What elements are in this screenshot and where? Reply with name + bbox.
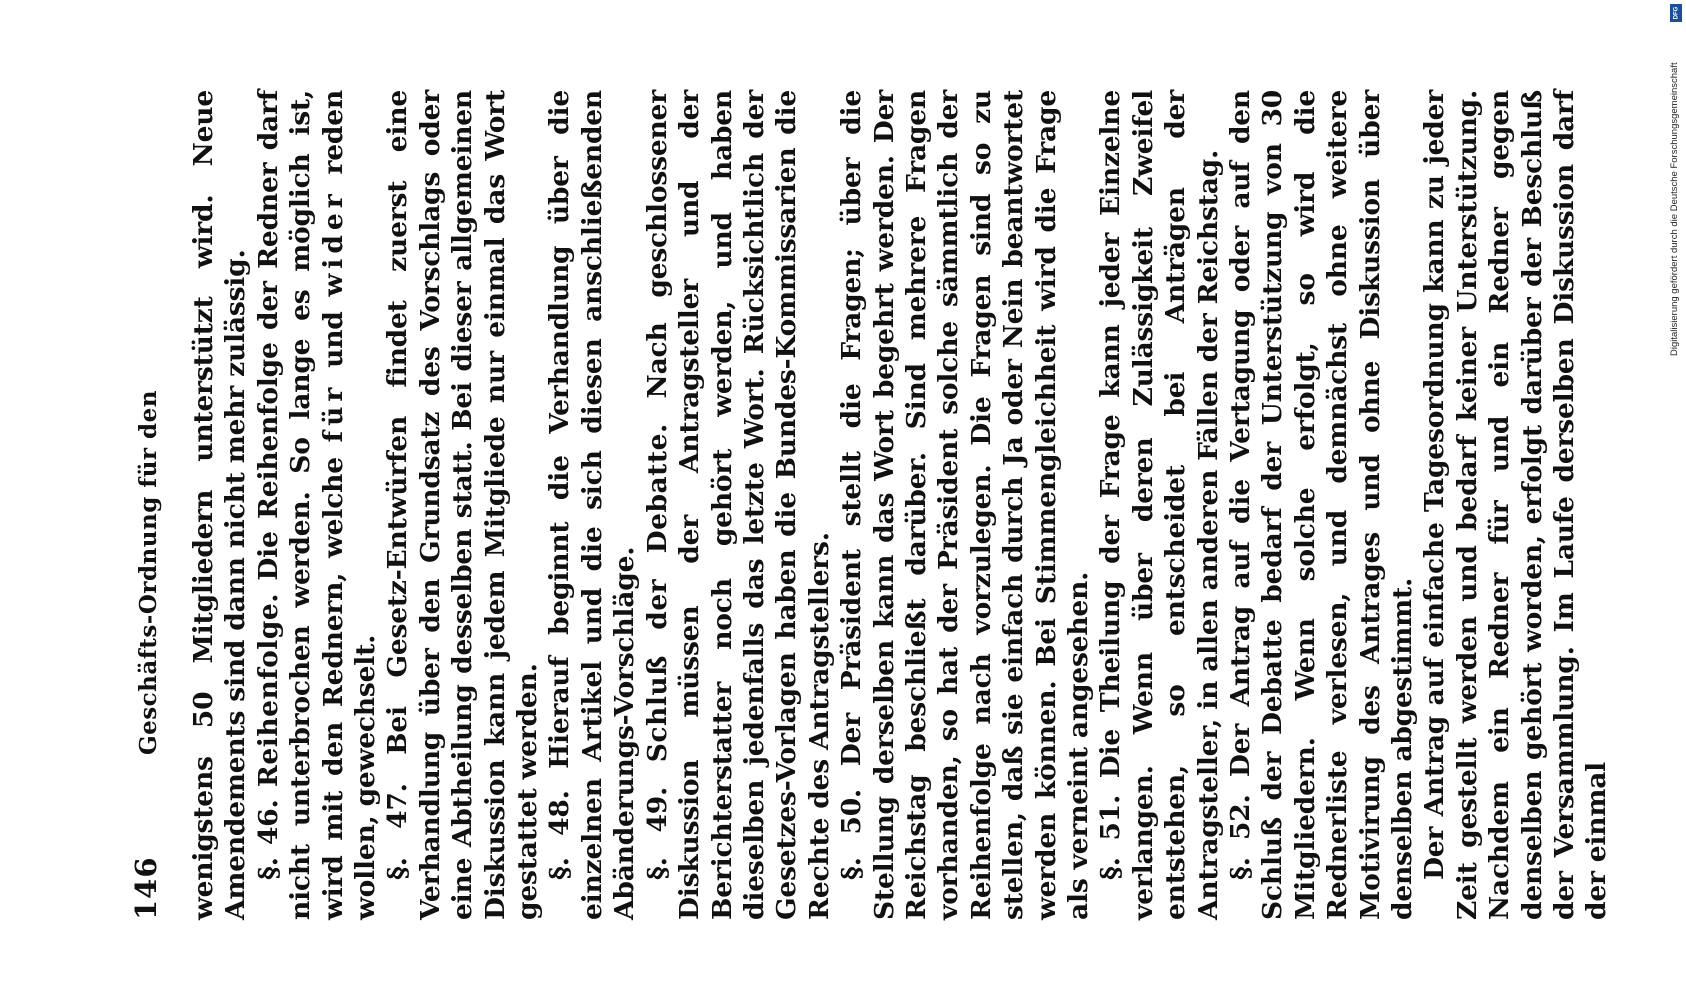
section-heading: Schluß der Debatte.	[641, 423, 673, 763]
paragraph-text: Nach geschlossener Diskussion müssen der Antragsteller und der Berichterstatter noch gehört werden, und haben dieselben jedenfalls das letzte Wort. Rücksichtlich der Gesetzes-Vorlagen haben die Bundes-Kommissarien die Rechte des Antragstellers.	[641, 90, 835, 920]
section-label: §. 50.	[836, 789, 868, 880]
dfg-logo-text: DFG	[1673, 6, 1680, 20]
paragraph-text: Der Antrag auf die Vertagung oder auf den Schluß der Debatte bedarf der Unterstützung von 30 Mitgliedern. Wenn solche erfolgt, so wird die Rednerliste verlesen, und demnächst ohne weitere Motivirung des Antrages und ohne Diskussion über denselben abgestimmt.	[1225, 90, 1419, 920]
paragraph-text: Der Präsident stellt die Fragen; über die Stellung derselben kann das Wort begehrt werden. Der Reichstag beschließt darüber. Sind mehrere Fragen vorhanden, so hat der Präsident solche sämmtlich der Reihenfolge nach vorzulegen. Die Fragen sind so zu stellen, daß sie einfach durch Ja oder Nein beantwortet werden können. Bei Stimmengleichheit wird die Frage als verneint angesehen.	[836, 90, 1094, 920]
paragraph-text: Der Antrag auf einfache Tagesordnung kann zu jeder Zeit gestellt werden und bedarf keiner Unterstützung. Nachdem ein Redner für und ein Redner gegen denselben gehört worden, erfolgt darüber der Beschluß der Versammlung. Im Laufe derselben Diskussion darf der einmal	[1419, 90, 1613, 920]
paragraph-text-end: reden wollen, gewechselt.	[317, 90, 382, 920]
section-heading: Reihenfolge.	[252, 593, 284, 788]
paragraph-text: Hierauf beginnt die Verhandlung über die einzelnen Artikel und die sich diesen anschließenden Abänderungs-Vorschläge.	[544, 89, 641, 920]
paragraph-text: Bei Gesetz-Entwürfen findet zuerst eine Verhandlung über den Grundsatz des Vorschlags oder eine Abtheilung desselben statt. Bei dieser allgemeinen Diskussion kann jedem Mitgliede nur einmal das Wort gestattet werden.	[382, 89, 544, 920]
body-text	[188, 90, 1614, 920]
emphasis-fuer: für	[317, 382, 349, 443]
section-50	[836, 90, 1095, 920]
digitization-imprint	[1668, 6, 1682, 356]
section-label: §. 51.	[1095, 795, 1127, 880]
section-label: §. 49.	[641, 787, 673, 880]
section-label: §. 47.	[382, 783, 414, 880]
paragraph-continuation	[188, 90, 253, 920]
section-label: §. 52.	[1225, 794, 1256, 880]
section-47	[382, 90, 544, 920]
paragraph-text: wenigstens 50 Mitgliedern unterstützt wird. Neue Amendements sind dann nicht mehr zulässig.	[188, 90, 252, 920]
section-46	[253, 90, 383, 920]
imprint-text: Digitalisierung gefördert durch die Deutsche Forschungsgemeinschaft	[1669, 62, 1680, 356]
paragraph-tagesordnung	[1419, 90, 1613, 920]
section-49	[642, 90, 836, 920]
section-51	[1095, 90, 1225, 920]
dfg-logo-icon	[1670, 4, 1682, 22]
section-label: §. 46.	[252, 799, 284, 880]
paragraph-text: Die Theilung der Frage kann jeder Einzelne verlangen. Wenn über deren Zulässigkeit Zweifel entstehen, so entscheidet bei Anträgen der Antragsteller, in allen anderen Fällen der Reichstag.	[1095, 90, 1224, 920]
section-48	[544, 90, 641, 920]
paragraph-text: Die Reihenfolge der Redner darf nicht unterbrochen werden. So lange es möglich ist, wird mit den Rednern, welche	[252, 90, 349, 920]
paragraph-text-middle: und	[317, 311, 349, 368]
running-title: Geschäfts-Ordnung für den	[135, 390, 162, 756]
page-number: 146	[129, 856, 163, 920]
section-label: §. 48.	[544, 790, 576, 880]
running-head	[130, 90, 188, 920]
emphasis-wider: wider	[317, 189, 349, 297]
section-52	[1225, 90, 1419, 920]
rotated-book-page	[129, 89, 1613, 920]
